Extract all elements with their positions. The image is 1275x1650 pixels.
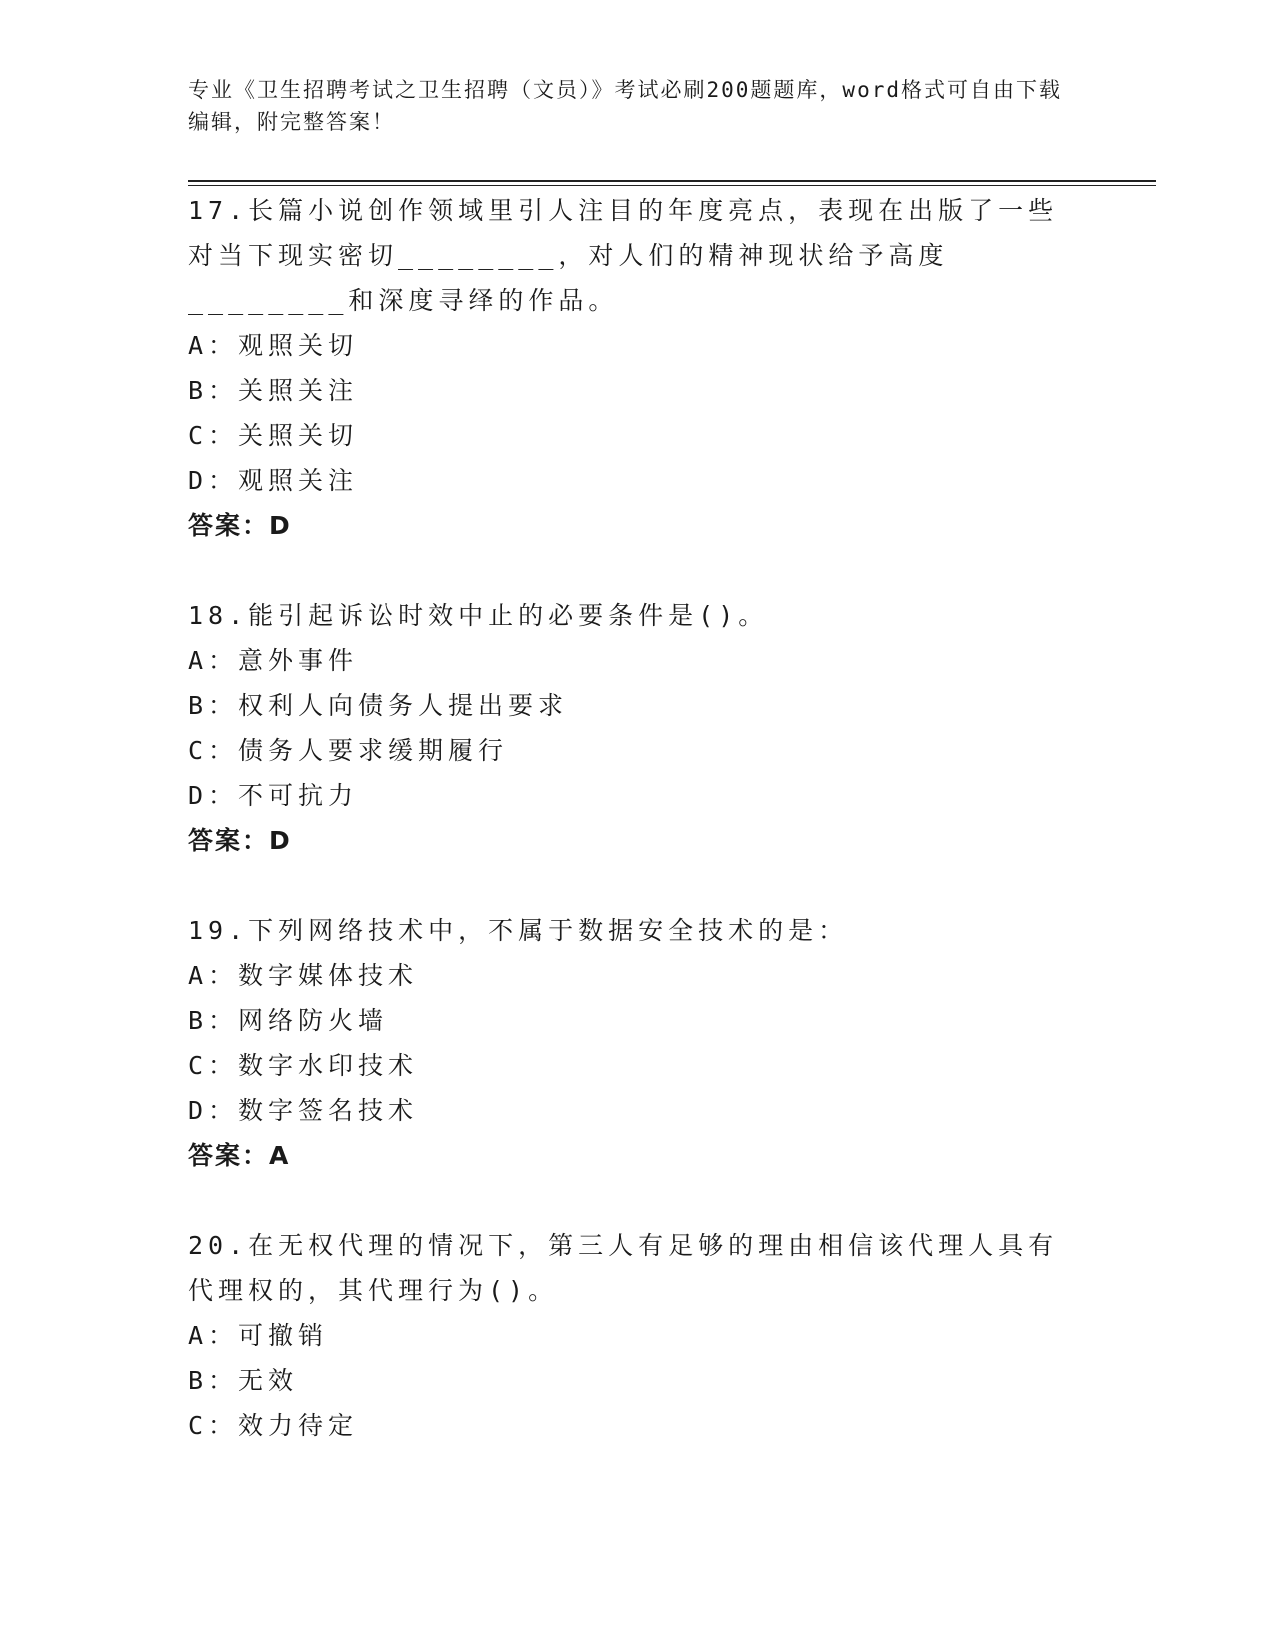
question-text: 17.长篇小说创作领域里引人注目的年度亮点，表现在出版了一些对当下现实密切________，对人们的精神现状给予高度________和深度寻绎的作品。 bbox=[188, 196, 1059, 315]
option-a: A：可撤销 bbox=[188, 1321, 329, 1350]
answer: 答案：D bbox=[188, 826, 292, 855]
option-d: D：观照关注 bbox=[188, 466, 359, 495]
option-c: C：债务人要求缓期履行 bbox=[188, 736, 509, 765]
question-18 bbox=[188, 593, 1088, 863]
document-intro bbox=[188, 74, 1068, 138]
option-c: C：数字水印技术 bbox=[188, 1051, 419, 1080]
question-text: 18.能引起诉讼时效中止的必要条件是()。 bbox=[188, 601, 769, 630]
option-b: B：无效 bbox=[188, 1366, 299, 1395]
question-20 bbox=[188, 1223, 1088, 1448]
option-a: A：数字媒体技术 bbox=[188, 961, 419, 990]
intro-text: 专业《卫生招聘考试之卫生招聘（文员）》考试必刷200题题库，word格式可自由下载编辑，附完整答案！ bbox=[188, 78, 1062, 134]
question-text: 20.在无权代理的情况下，第三人有足够的理由相信该代理人具有代理权的，其代理行为()。 bbox=[188, 1231, 1059, 1305]
option-b: B：关照关注 bbox=[188, 376, 359, 405]
question-17 bbox=[188, 188, 1088, 548]
option-b: B：网络防火墙 bbox=[188, 1006, 389, 1035]
question-text: 19.下列网络技术中，不属于数据安全技术的是： bbox=[188, 916, 849, 945]
option-d: D：不可抗力 bbox=[188, 781, 359, 810]
question-19 bbox=[188, 908, 1088, 1178]
option-c: C：效力待定 bbox=[188, 1411, 359, 1440]
answer: 答案：D bbox=[188, 511, 292, 540]
option-a: A：观照关切 bbox=[188, 331, 359, 360]
header-divider-thin bbox=[188, 185, 1156, 186]
answer: 答案：A bbox=[188, 1141, 291, 1170]
option-a: A：意外事件 bbox=[188, 646, 359, 675]
question-list bbox=[188, 188, 1088, 1493]
header-divider bbox=[188, 180, 1156, 182]
option-c: C：关照关切 bbox=[188, 421, 359, 450]
option-d: D：数字签名技术 bbox=[188, 1096, 419, 1125]
option-b: B：权利人向债务人提出要求 bbox=[188, 691, 569, 720]
